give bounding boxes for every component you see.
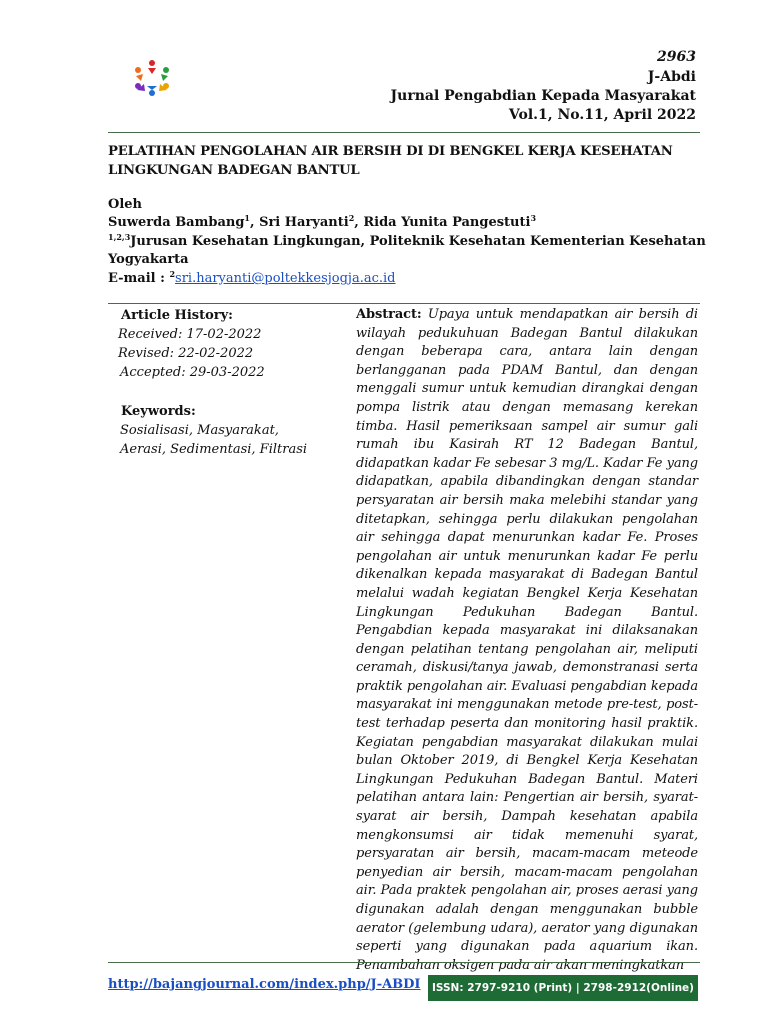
journal-url-link[interactable]: http://bajangjournal.com/index.php/J-ABDI bbox=[108, 977, 421, 992]
author-name: Sri Haryanti bbox=[259, 215, 349, 230]
page-number: 2963 bbox=[657, 49, 696, 65]
info-divider bbox=[108, 303, 700, 304]
affiliation-text: Jurusan Kesehatan Lingkungan, Politeknik Kesehatan Kementerian Kesehatan bbox=[130, 234, 706, 249]
email-sup: 2 bbox=[169, 269, 176, 279]
affiliation-sup: 1,2,3 bbox=[108, 232, 131, 242]
author-sup: 2 bbox=[348, 213, 355, 223]
accepted-date: Accepted: 29-03-2022 bbox=[120, 365, 265, 380]
abstract-text: Upaya untuk mendapatkan air bersih di wilayah pedukuhuan Badegan Bantul dilakukan dengan beberapa cara, antara lain dengan berlangganan pada PDAM Bantul, dan dengan menggali sumur untuk kemudian dirangkai dengan pompa listrik atau dengan memasang kerekan timba. Hasil pemeriksaan sampel air sumur gali rumah ibu Kasirah RT 12 Badegan Bantul, didapatkan kadar Fe sebesar 3 mg/L. Kadar Fe yang didapatkan, apabila dibandingkan dengan standar persyaratan air bersih maka melebihi standar yang ditetapkan, sehingga perlu dilakukan pengolahan air sehingga dapat menurunkan kadar Fe. Proses pengolahan air untuk menurunkan kadar Fe perlu dikenalkan kepada masyarakat di Badegan Bantul melalui wadah kegiatan Bengkel Kerja Kesehatan Lingkungan Pedukuhan Badegan Bantul. Pengabdian kepada masyarakat ini dilaksanakan dengan pelatihan tentang pengolahan air, meliputi ceramah, diskusi/tanya jawab, demonstranasi serta praktik pengolahan air. Evaluasi pengabdian kepada masyarakat ini menggunakan metode pre-test, post-test terhadap peserta dan monitoring hasil praktik. Kegiatan pengabdian masyarakat dilakukan mulai bulan Oktober 2019, di Bengkel Kerja Kesehatan Lingkungan Pedukuhan Badegan Bantul. Materi pelatihan antara lain: Pengertian air bersih, syarat-syarat air bersih, Dampah kesehatan apabila mengkonsumsi air tidak memenuhi syarat, persyaratan air bersih, macam-macam meteode penyedian air bersih, macam-macam pengolahan air. Pada praktek pengolahan air, proses aerasi yang digunakan adalah dengan menggunakan bubble aerator (gelembung udara), aerator yang digunakan seperti yang digunakan pada aquarium ikan. Penambahan oksigen pada air akan meningkatkan bbox=[356, 307, 698, 973]
author-sep: , bbox=[250, 215, 260, 230]
affiliation bbox=[108, 233, 706, 251]
abstract-label: Abstract: bbox=[356, 307, 422, 322]
affiliation-city: Yogyakarta bbox=[108, 252, 189, 267]
author-name: Rida Yunita Pangestuti bbox=[363, 215, 531, 230]
author-list bbox=[108, 214, 536, 232]
author-sup: 1 bbox=[244, 213, 250, 223]
email-line bbox=[108, 270, 395, 288]
header-divider bbox=[108, 132, 700, 133]
abstract bbox=[356, 306, 698, 975]
footer-divider bbox=[108, 962, 700, 963]
author-sep: , bbox=[354, 215, 364, 230]
email-link[interactable]: sri.haryanti@poltekkesjogja.ac.id bbox=[175, 271, 396, 286]
journal-name: J-Abdi bbox=[647, 69, 696, 85]
history-heading: Article History: bbox=[121, 308, 233, 323]
journal-volume: Vol.1, No.11, April 2022 bbox=[508, 107, 696, 123]
oleh-label: Oleh bbox=[108, 197, 142, 212]
keywords-line2: Aerasi, Sedimentasi, Filtrasi bbox=[120, 442, 308, 457]
received-date: Received: 17-02-2022 bbox=[118, 327, 262, 342]
keywords-heading: Keywords: bbox=[121, 404, 196, 419]
email-label: E-mail : bbox=[108, 271, 170, 286]
revised-date: Revised: 22-02-2022 bbox=[118, 346, 254, 361]
article-title: PELATIHAN PENGOLAHAN AIR BERSIH DI DI BENGKEL KERJA KESEHATAN LINGKUNGAN BADEGAN BANTUL bbox=[108, 144, 673, 178]
journal-full-name: Jurnal Pengabdian Kepada Masyarakat bbox=[390, 88, 696, 104]
author-sup: 3 bbox=[530, 213, 537, 223]
author-name: Suwerda Bambang bbox=[108, 215, 245, 230]
article-info-column bbox=[118, 306, 340, 459]
issn-badge: ISSN: 2797-9210 (Print) | 2798-2912(Online) bbox=[428, 975, 698, 1001]
keywords-line1: Sosialisasi, Masyarakat, bbox=[120, 423, 279, 438]
people-circle-logo-icon bbox=[130, 58, 174, 98]
